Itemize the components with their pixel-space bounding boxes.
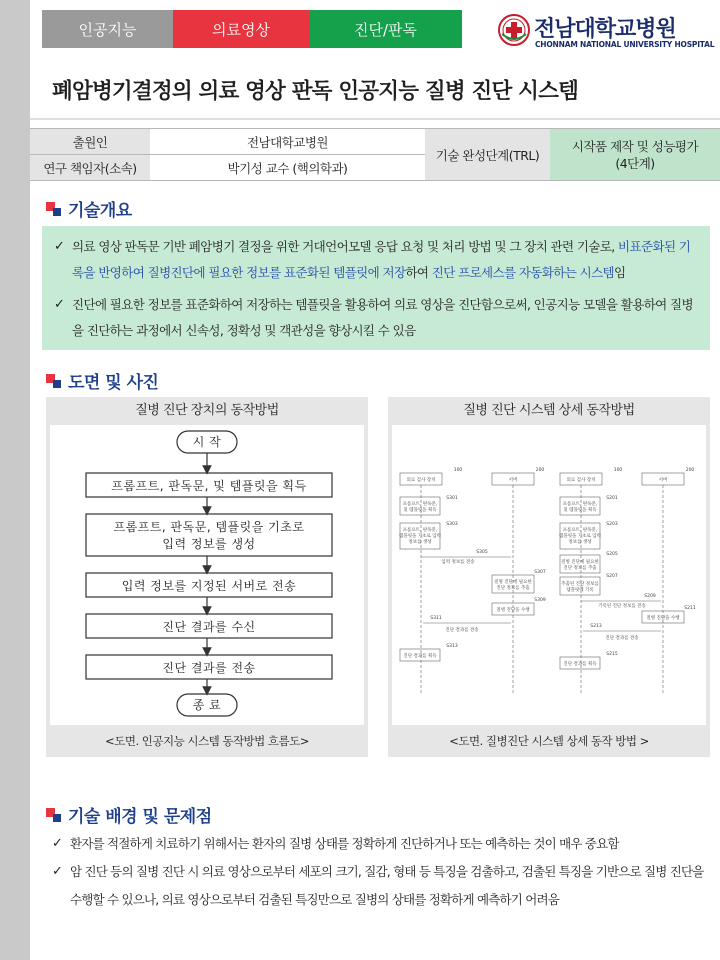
title-divider: [30, 118, 720, 120]
seq-right-c1b: 및 템플릿을 획득: [563, 508, 597, 513]
seq-right-c2: 프롬프트, 판독문,: [562, 528, 598, 533]
seq-right-c4b: 템플릿에 기록: [566, 588, 594, 593]
overview-item-2: [54, 292, 698, 344]
flow-end-text: 종 료: [192, 698, 222, 712]
background-item-1: [52, 830, 712, 858]
seq-right-s215: S215: [606, 652, 618, 657]
seq-left-s313: S313: [446, 644, 458, 649]
background-item-2-text: 암 진단 등의 질병 진단 시 의료 영상으로부터 세포의 크기, 질감, 형태 등 특징을 검출하고, 검출된 특징을 기반으로 질병 진단을 수행할 수 있으나, 의료 영상으로부터 검출된 특징만으로 질병의 상태를 정확하게 예측하기 어려움: [70, 864, 704, 907]
page-title: 폐암병기결정의 의료 영상 판독 인공지능 질병 진단 시스템: [52, 79, 579, 104]
seq-left-s301: S301: [446, 496, 458, 501]
overview-item-1-part-e: 임: [614, 265, 626, 280]
background-heading-text: 기술 배경 및 문제점: [68, 807, 212, 827]
flow-start-text: 시 작: [192, 435, 222, 449]
checkmark-icon: ✓: [52, 864, 63, 879]
sequence-area: [392, 425, 706, 725]
seq-right-c5: 기록된 진단 정보를 전송: [598, 604, 646, 609]
seq-left-s305: S305: [476, 550, 488, 555]
overview-box: [42, 226, 710, 350]
seq-left-b6: 진단 결과를 전송: [445, 628, 479, 633]
category-tags: [42, 10, 462, 48]
section-bullet-icon: [46, 202, 62, 216]
background-heading: [46, 802, 212, 827]
seq-left-n100: 100: [453, 468, 463, 473]
seq-right-s205: S205: [606, 552, 618, 557]
overview-item-1-part-c: 하여: [405, 265, 432, 280]
tag-ai[interactable]: 인공지능: [42, 10, 173, 48]
checkmark-icon: ✓: [54, 297, 65, 312]
overview-heading-text: 기술개요: [68, 201, 132, 221]
info-table: [30, 128, 720, 181]
applicant-label: 출원인: [30, 129, 150, 155]
researcher-value: 박기성 교수 (핵의학과): [150, 155, 425, 181]
seq-right-s207: S207: [606, 574, 618, 579]
background-item-2: [52, 858, 712, 914]
flowchart-caption: <도면. 인공지능 시스템 동작방법 흐름도>: [105, 734, 309, 748]
seq-right-device: 의료 검사 장치: [566, 478, 596, 483]
section-bullet-icon: [46, 808, 62, 822]
overview-item-2-text: 진단에 필요한 정보를 표준화하여 저장하는 템플릿을 활용하여 의료 영상을 진단함으로써, 인공지능 모델을 활용하여 질병을 진단하는 과정에서 신속성, 정확성 및 객관성을 향상시킬 수 있음: [72, 297, 693, 338]
seq-right-c3: 질병 진단에 필요한: [561, 560, 599, 565]
overview-heading: [46, 196, 132, 221]
sequence-caption: <도면. 질병진단 시스템 상세 동작 방법 >: [449, 734, 649, 748]
seq-right-c4: 추출된 진단 정보를: [561, 582, 599, 587]
tag-medical-imaging[interactable]: 의료영상: [173, 10, 309, 48]
seq-right-c7: 진단 결과를 전송: [605, 636, 639, 641]
tag-diagnosis[interactable]: 진단/판독: [309, 10, 462, 48]
checkmark-icon: ✓: [54, 239, 65, 254]
seq-right-c1: 프롬프트, 판독문,: [562, 502, 598, 507]
seq-left-s303: S303: [446, 522, 458, 527]
flow-step2-text-b: 입력 정보를 생성: [162, 537, 256, 551]
seq-right-s201: S201: [606, 496, 618, 501]
figures-heading: [46, 368, 158, 393]
overview-item-1-part-a: 의료 영상 판독문 기반 폐암병기 결정을 위한 거대언어모델 응답 요청 및 처리 방법 및 그 장치 관련 기술로,: [72, 239, 619, 254]
seq-right-n200: 200: [685, 468, 695, 473]
seq-right-c8: 진단 결과를 획득: [563, 662, 597, 667]
seq-right-s211: S211: [684, 606, 696, 611]
seq-left-s311: S311: [430, 616, 442, 621]
trl-value-line2: (4단계): [615, 155, 655, 171]
checkmark-icon: ✓: [52, 836, 63, 851]
figure-panel-flowchart: [46, 397, 368, 757]
hospital-emblem-icon: [498, 14, 530, 46]
sequence-title: 질병 진단 시스템 상세 동작방법: [463, 403, 635, 418]
seq-right-c6: 질병 진단을 수행: [646, 616, 680, 621]
flow-step5-text: 진단 결과를 전송: [162, 661, 256, 675]
applicant-value: 전남대학교병원: [150, 129, 425, 155]
trl-value-line1: 시작품 제작 및 성능평가: [571, 138, 699, 154]
seq-left-b4: 질병 진단에 필요한: [494, 580, 532, 585]
flow-step2-text-a: 프롬프트, 판독문, 템플릿을 기초로: [113, 520, 305, 534]
seq-left-s309: S309: [534, 598, 546, 603]
seq-right-server: 서버: [658, 478, 668, 483]
seq-left-b3: 입력 정보를 전송: [441, 560, 475, 565]
figure-panel-sequence: [388, 397, 710, 757]
left-side-bar: [0, 0, 30, 960]
trl-value: [550, 129, 720, 181]
seq-right-c3b: 진단 정보를 추출: [563, 566, 597, 571]
figures-heading-text: 도면 및 사진: [68, 373, 159, 393]
background-list: [52, 830, 712, 914]
sequence-svg: [392, 425, 706, 725]
flowchart-title: 질병 진단 장치의 동작방법: [135, 403, 279, 418]
seq-left-b1: 프롬프트, 판독문,: [402, 502, 438, 507]
overview-item-1-highlight-1: 비표준화된 기록을 반영하여 질병진단에 필요한 정보를 표준화된 템플릿에 저장: [72, 239, 691, 280]
flow-step1-text: 프롬프트, 판독문, 및 템플릿을 획득: [111, 479, 307, 493]
logo-english-name: CHONNAM NATIONAL UNIVERSITY HOSPITAL: [535, 40, 715, 49]
overview-item-1: [54, 234, 698, 286]
hospital-logo: [498, 10, 715, 52]
flow-step4-text: 진단 결과를 수신: [162, 620, 256, 634]
flowchart-svg: [50, 425, 364, 725]
seq-left-b5: 질병 진단을 수행: [496, 608, 530, 613]
seq-left-n200: 200: [535, 468, 545, 473]
overview-item-1-highlight-2: 진단 프로세스를 자동화하는 시스템: [431, 265, 615, 280]
seq-left-b7: 진단 결과를 획득: [403, 654, 437, 659]
flowchart-area: [50, 425, 364, 725]
flow-step3-text: 입력 정보를 지정된 서버로 전송: [121, 579, 297, 593]
seq-right-s203: S203: [606, 522, 618, 527]
seq-right-n100: 100: [613, 468, 623, 473]
seq-left-server: 서버: [508, 478, 518, 483]
seq-left-b2: 프롬프트, 판독문,: [402, 528, 438, 533]
seq-left-device: 의료 검사 장치: [406, 478, 436, 483]
seq-left-b2c: 정보를 생성: [408, 540, 432, 545]
background-item-1-text: 환자를 적절하게 치료하기 위해서는 환자의 질병 상태를 정확하게 진단하거나 또는 예측하는 것이 매우 중요함: [70, 836, 619, 851]
seq-right-c2b: 템플릿을 기초로 입력: [559, 534, 601, 539]
logo-korean-name: 전남대학교병원: [534, 17, 676, 42]
section-bullet-icon: [46, 374, 62, 388]
seq-left-b4b: 진단 정보를 추출: [496, 586, 530, 591]
seq-right-c2c: 정보를 생성: [568, 540, 592, 545]
researcher-label: 연구 책임자(소속): [30, 155, 150, 181]
seq-left-b1b: 및 템플릿을 획득: [403, 508, 437, 513]
trl-label: 기술 완성단계(TRL): [425, 129, 550, 181]
seq-left-s307: S307: [534, 570, 546, 575]
seq-right-s209: S209: [644, 594, 656, 599]
seq-left-b2b: 템플릿을 기초로 입력: [399, 534, 441, 539]
seq-right-s213: S213: [590, 624, 602, 629]
